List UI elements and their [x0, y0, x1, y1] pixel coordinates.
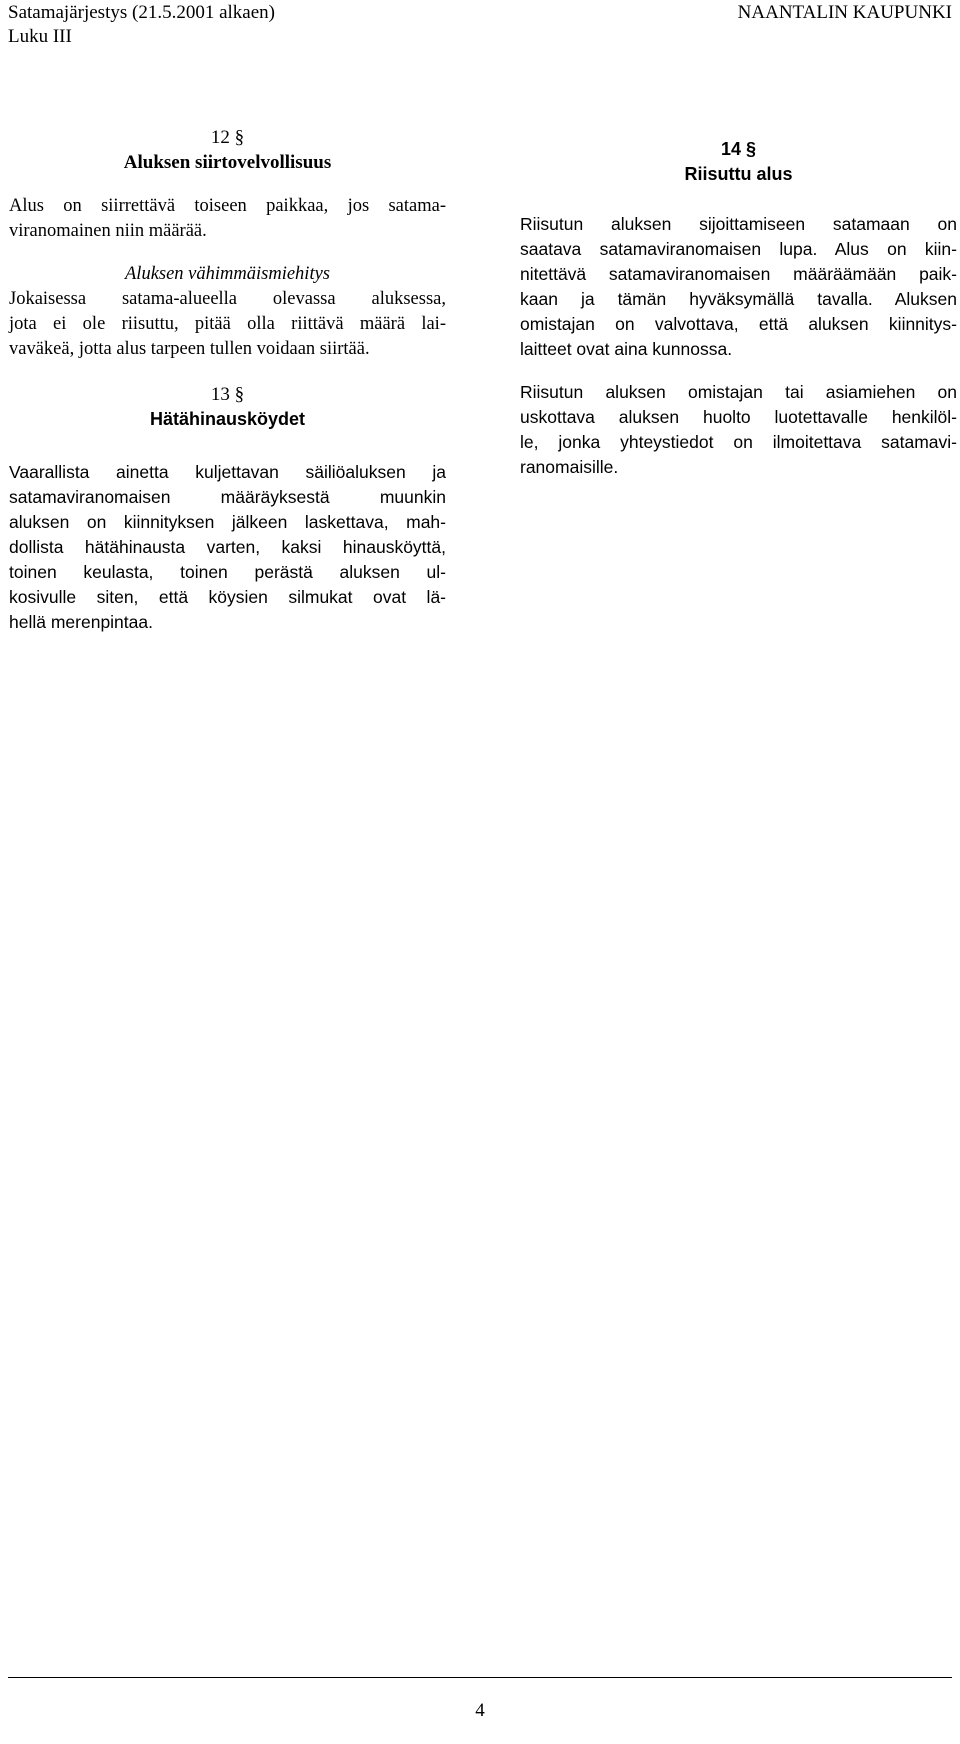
document-header-left: [8, 2, 275, 50]
section-14: [520, 137, 957, 480]
text-line: viranomainen niin määrää.: [9, 221, 207, 241]
text-line: Riisutun aluksen sijoittamiseen satamaan on: [520, 214, 957, 234]
chapter-label: Luku III: [8, 26, 72, 47]
section-number: 12 §: [210, 127, 245, 148]
section-13: [9, 382, 446, 635]
section-paragraph: [9, 460, 446, 635]
text-line: kaan ja tämän hyväksymällä tavalla. Aluksen: [520, 289, 957, 309]
section-number: 14 §: [720, 139, 757, 159]
section-paragraph: [520, 380, 957, 480]
text-line: satamaviranomaisen määräyksestä muunkin: [9, 487, 446, 507]
section-title: Aluksen siirtovelvollisuus: [123, 152, 332, 173]
subsection-title: Aluksen vähimmäismiehitys: [125, 264, 330, 284]
text-line: uskottava aluksen huolto luotettavalle henkilöl-: [520, 407, 957, 427]
text-line: toinen keulasta, toinen perästä aluksen ul-: [9, 562, 446, 582]
section-title: Hätähinausköydet: [149, 409, 306, 429]
text-line: omistajan on valvottava, että aluksen kiinnitys-: [520, 314, 957, 334]
page-number: 4: [475, 1700, 485, 1721]
section-paragraph: [9, 194, 446, 244]
text-line: dollista hätähinausta varten, kaksi hinausköyttä,: [9, 537, 446, 557]
section-number: 13 §: [210, 384, 245, 405]
text-line: Vaarallista ainetta kuljettavan säiliöaluksen ja: [9, 462, 446, 482]
text-line: le, jonka yhteystiedot on ilmoitettava satamavi-: [520, 432, 957, 452]
text-line: jota ei ole riisuttu, pitää olla riittävä määrä lai-: [9, 314, 446, 334]
text-line: Jokaisessa satama-alueella olevassa aluksessa,: [9, 289, 446, 309]
text-line: aluksen on kiinnityksen jälkeen laskettava, mah-: [9, 512, 446, 532]
section-paragraph: [9, 287, 446, 362]
section-paragraph: [520, 212, 957, 362]
text-line: kosivulle siten, että köysien silmukat ovat lä-: [9, 587, 446, 607]
text-line: nitettävä satamaviranomaisen määräämään paik-: [520, 264, 957, 284]
text-line: ranomaisille.: [520, 457, 619, 477]
footer-divider: [8, 1677, 952, 1678]
document-title: Satamajärjestys (21.5.2001 alkaen): [8, 2, 275, 23]
text-line: laitteet ovat aina kunnossa.: [520, 339, 733, 359]
section-title: Riisuttu alus: [684, 164, 793, 184]
municipality-name: NAANTALIN KAUPUNKI: [737, 2, 952, 23]
text-line: Riisutun aluksen omistajan tai asiamiehen on: [520, 382, 957, 402]
text-line: Alus on siirrettävä toiseen paikkaa, jos satama-: [9, 196, 446, 216]
text-line: saatava satamaviranomaisen lupa. Alus on kiin-: [520, 239, 957, 259]
text-line: vaväkeä, jotta alus tarpeen tullen voidaan siirtää.: [9, 339, 370, 359]
section-12: [9, 125, 446, 362]
text-line: hellä merenpintaa.: [9, 612, 153, 632]
